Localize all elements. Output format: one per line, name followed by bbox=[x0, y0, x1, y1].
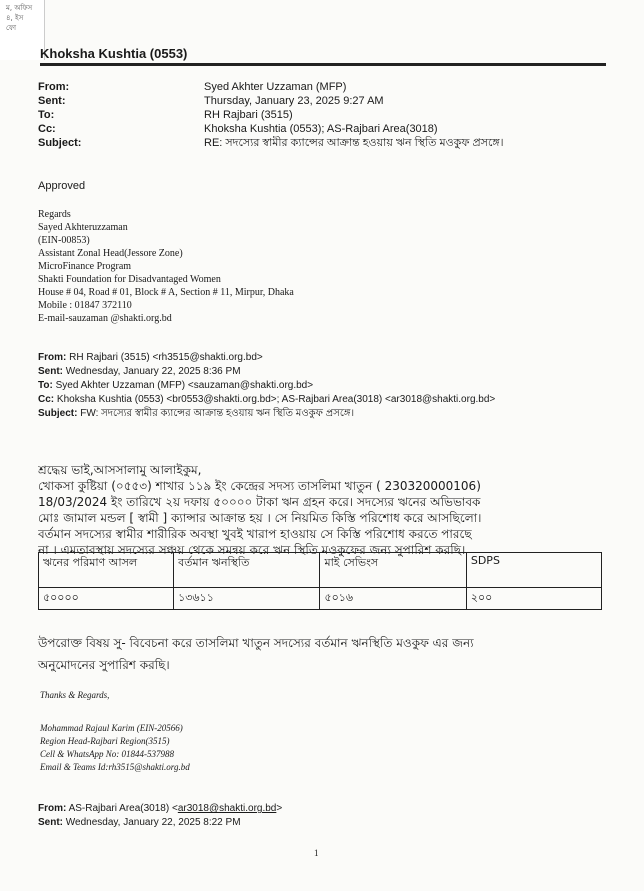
body-line: মোঃ জামাল মন্ডল [ স্বামী ] ক্যান্সার আক্রান্ত হয় । সে নিয়মিত কিস্তি পরিশোধ করে আসছিলো। bbox=[38, 511, 482, 525]
header-to-label: To: bbox=[38, 109, 55, 121]
fw1-sent: Sent: Wednesday, January 22, 2025 8:36 PM bbox=[38, 366, 241, 377]
table-cell: ৫০০০০ bbox=[39, 588, 174, 610]
corner-text-1: ম, অফিস bbox=[6, 4, 33, 12]
table-header-row bbox=[39, 553, 602, 588]
recommendation-line: অনুমোদনের সুপারিশ করছি। bbox=[38, 658, 170, 672]
signature-block bbox=[38, 208, 294, 325]
fw2-from: From: AS-Rajbari Area(3018) <ar3018@shakti.org.bd> bbox=[38, 803, 283, 814]
email-link[interactable]: ar3018@shakti.org.bd bbox=[177, 803, 277, 814]
title-rule bbox=[40, 63, 606, 66]
header-from-value: Syed Akhter Uzzaman (MFP) bbox=[204, 81, 347, 93]
loan-table bbox=[38, 552, 602, 610]
signature-line: E-mail-sauzaman @shakti.org.bd bbox=[38, 313, 172, 324]
signature-line: House # 04, Road # 01, Block # A, Section # 11, Mirpur, Dhaka bbox=[38, 287, 294, 298]
signature-line: Sayed Akhteruzzaman bbox=[38, 222, 128, 233]
table-header-cell: SDPS bbox=[466, 553, 601, 588]
fw2-sent: Sent: Wednesday, January 22, 2025 8:22 PM bbox=[38, 817, 241, 828]
signature2-line: Cell & WhatsApp No: 01844-537988 bbox=[40, 749, 174, 759]
body-line: শ্রদ্ধেয় ভাই,আসসালামু আলাইকুম, bbox=[38, 463, 202, 477]
header-to-value: RH Rajbari (3515) bbox=[204, 109, 293, 121]
fw1-subject: Subject: FW: সদস্যের স্বামীর ক্যান্সের আক্রান্ত হওয়ায় ঋন স্থিতি মওকুফ প্রসঙ্গে। bbox=[38, 408, 355, 419]
signature2-line: Mohammad Rajaul Karim (EIN-20566) bbox=[40, 723, 183, 733]
fw1-to: To: Syed Akhter Uzzaman (MFP) <sauzaman@shakti.org.bd> bbox=[38, 380, 314, 391]
header-from-label: From: bbox=[38, 81, 70, 93]
body-line: না । এমতাবস্থায় সদস্যের সঞ্চয় থেকে সমন্বয় করে ঋন স্থিতি মওকুফের জন্য সুপারিশ করছি। bbox=[38, 543, 466, 557]
signature2-line: Email & Teams Id:rh3515@shakti.org.bd bbox=[40, 762, 190, 772]
fw1-cc: Cc: Khoksha Kushtia (0553) <br0553@shakti.org.bd>; AS-Rajbari Area(3018) <ar3018@shakti.org.bd> bbox=[38, 394, 496, 405]
header-sent-row bbox=[38, 94, 608, 108]
signature-line: Assistant Zonal Head(Jessore Zone) bbox=[38, 248, 183, 259]
signature-line: MicroFinance Program bbox=[38, 261, 132, 272]
header-cc-label: Cc: bbox=[38, 123, 56, 135]
signature-line: Regards bbox=[38, 209, 71, 220]
forwarded-header-2 bbox=[38, 802, 282, 830]
table-row bbox=[39, 588, 602, 610]
header-cc-value: Khoksha Kushtia (0553); AS-Rajbari Area(3018) bbox=[204, 123, 438, 135]
recommendation-text bbox=[38, 632, 608, 676]
table-header-cell: বর্তমান ঋনস্থিতি bbox=[174, 553, 320, 588]
mailbox-title: Khoksha Kushtia (0553) bbox=[40, 46, 188, 61]
message-body bbox=[38, 462, 618, 558]
corner-text-2: ৪, ইস bbox=[6, 14, 24, 22]
thanks-text: Thanks & Regards, bbox=[40, 690, 110, 700]
signature-block-2 bbox=[40, 722, 190, 774]
signature-line: Shakti Foundation for Disadvantaged Women bbox=[38, 274, 221, 285]
body-line: খোকসা কুষ্টিয়া (০৫৫৩) শাখার ১১৯ ইং কেন্দ্রের সদস্য তাসলিমা খাতুন ( 230320000106) bbox=[38, 479, 481, 493]
signature-line: Mobile : 01847 372110 bbox=[38, 300, 132, 311]
table-cell: ২০০ bbox=[466, 588, 601, 610]
body-line: 18/03/2024 ইং তারিখে ২য় দফায় ৫০০০০ টাকা ঋন গ্রহন করে। সদস্যের ঋনের অভিভাবক bbox=[38, 495, 481, 509]
body-line: বর্তমান সদস্যের স্বামীর শারীরিক অবস্থা খুবই খারাপ হাওয়ায় সে কিস্তি পরিশোধ করতে পারছে bbox=[38, 527, 472, 541]
header-sent-value: Thursday, January 23, 2025 9:27 AM bbox=[204, 95, 384, 107]
header-subject-label: Subject: bbox=[38, 137, 82, 149]
fw1-from: From: RH Rajbari (3515) <rh3515@shakti.org.bd> bbox=[38, 352, 263, 363]
signature2-line: Region Head-Rajbari Region(3515) bbox=[40, 736, 170, 746]
recommendation-line: উপরোক্ত বিষয় সু- বিবেচনা করে তাসলিমা খাতুন সদস্যের বর্তমান ঋনস্থিতি মওকুফ এর জন্য bbox=[38, 636, 474, 650]
forwarded-header-1 bbox=[38, 351, 618, 421]
header-to-row bbox=[38, 108, 608, 122]
table-cell: ৫০১৬ bbox=[320, 588, 466, 610]
header-subject-row bbox=[38, 136, 608, 150]
corner-text-3: ফো bbox=[6, 24, 16, 32]
table-header-cell: মাই সেভিংস bbox=[320, 553, 466, 588]
approved-text: Approved bbox=[38, 180, 86, 192]
header-sent-label: Sent: bbox=[38, 95, 66, 107]
header-cc-row bbox=[38, 122, 608, 136]
table-cell: ১৩৬১১ bbox=[174, 588, 320, 610]
header-from-row bbox=[38, 80, 608, 94]
table-header-cell: ঋনের পরিমাণ আসল bbox=[39, 553, 174, 588]
header-subject-value: RE: সদস্যের স্বামীর ক্যান্সের আক্রান্ত হওয়ায় ঋন স্থিতি মওকুফ প্রসঙ্গে। bbox=[204, 137, 504, 149]
email-header bbox=[38, 80, 608, 150]
page-number: 1 bbox=[314, 848, 319, 858]
signature-line: (EIN-00853) bbox=[38, 235, 90, 246]
clipped-corner-fragment bbox=[0, 0, 45, 60]
